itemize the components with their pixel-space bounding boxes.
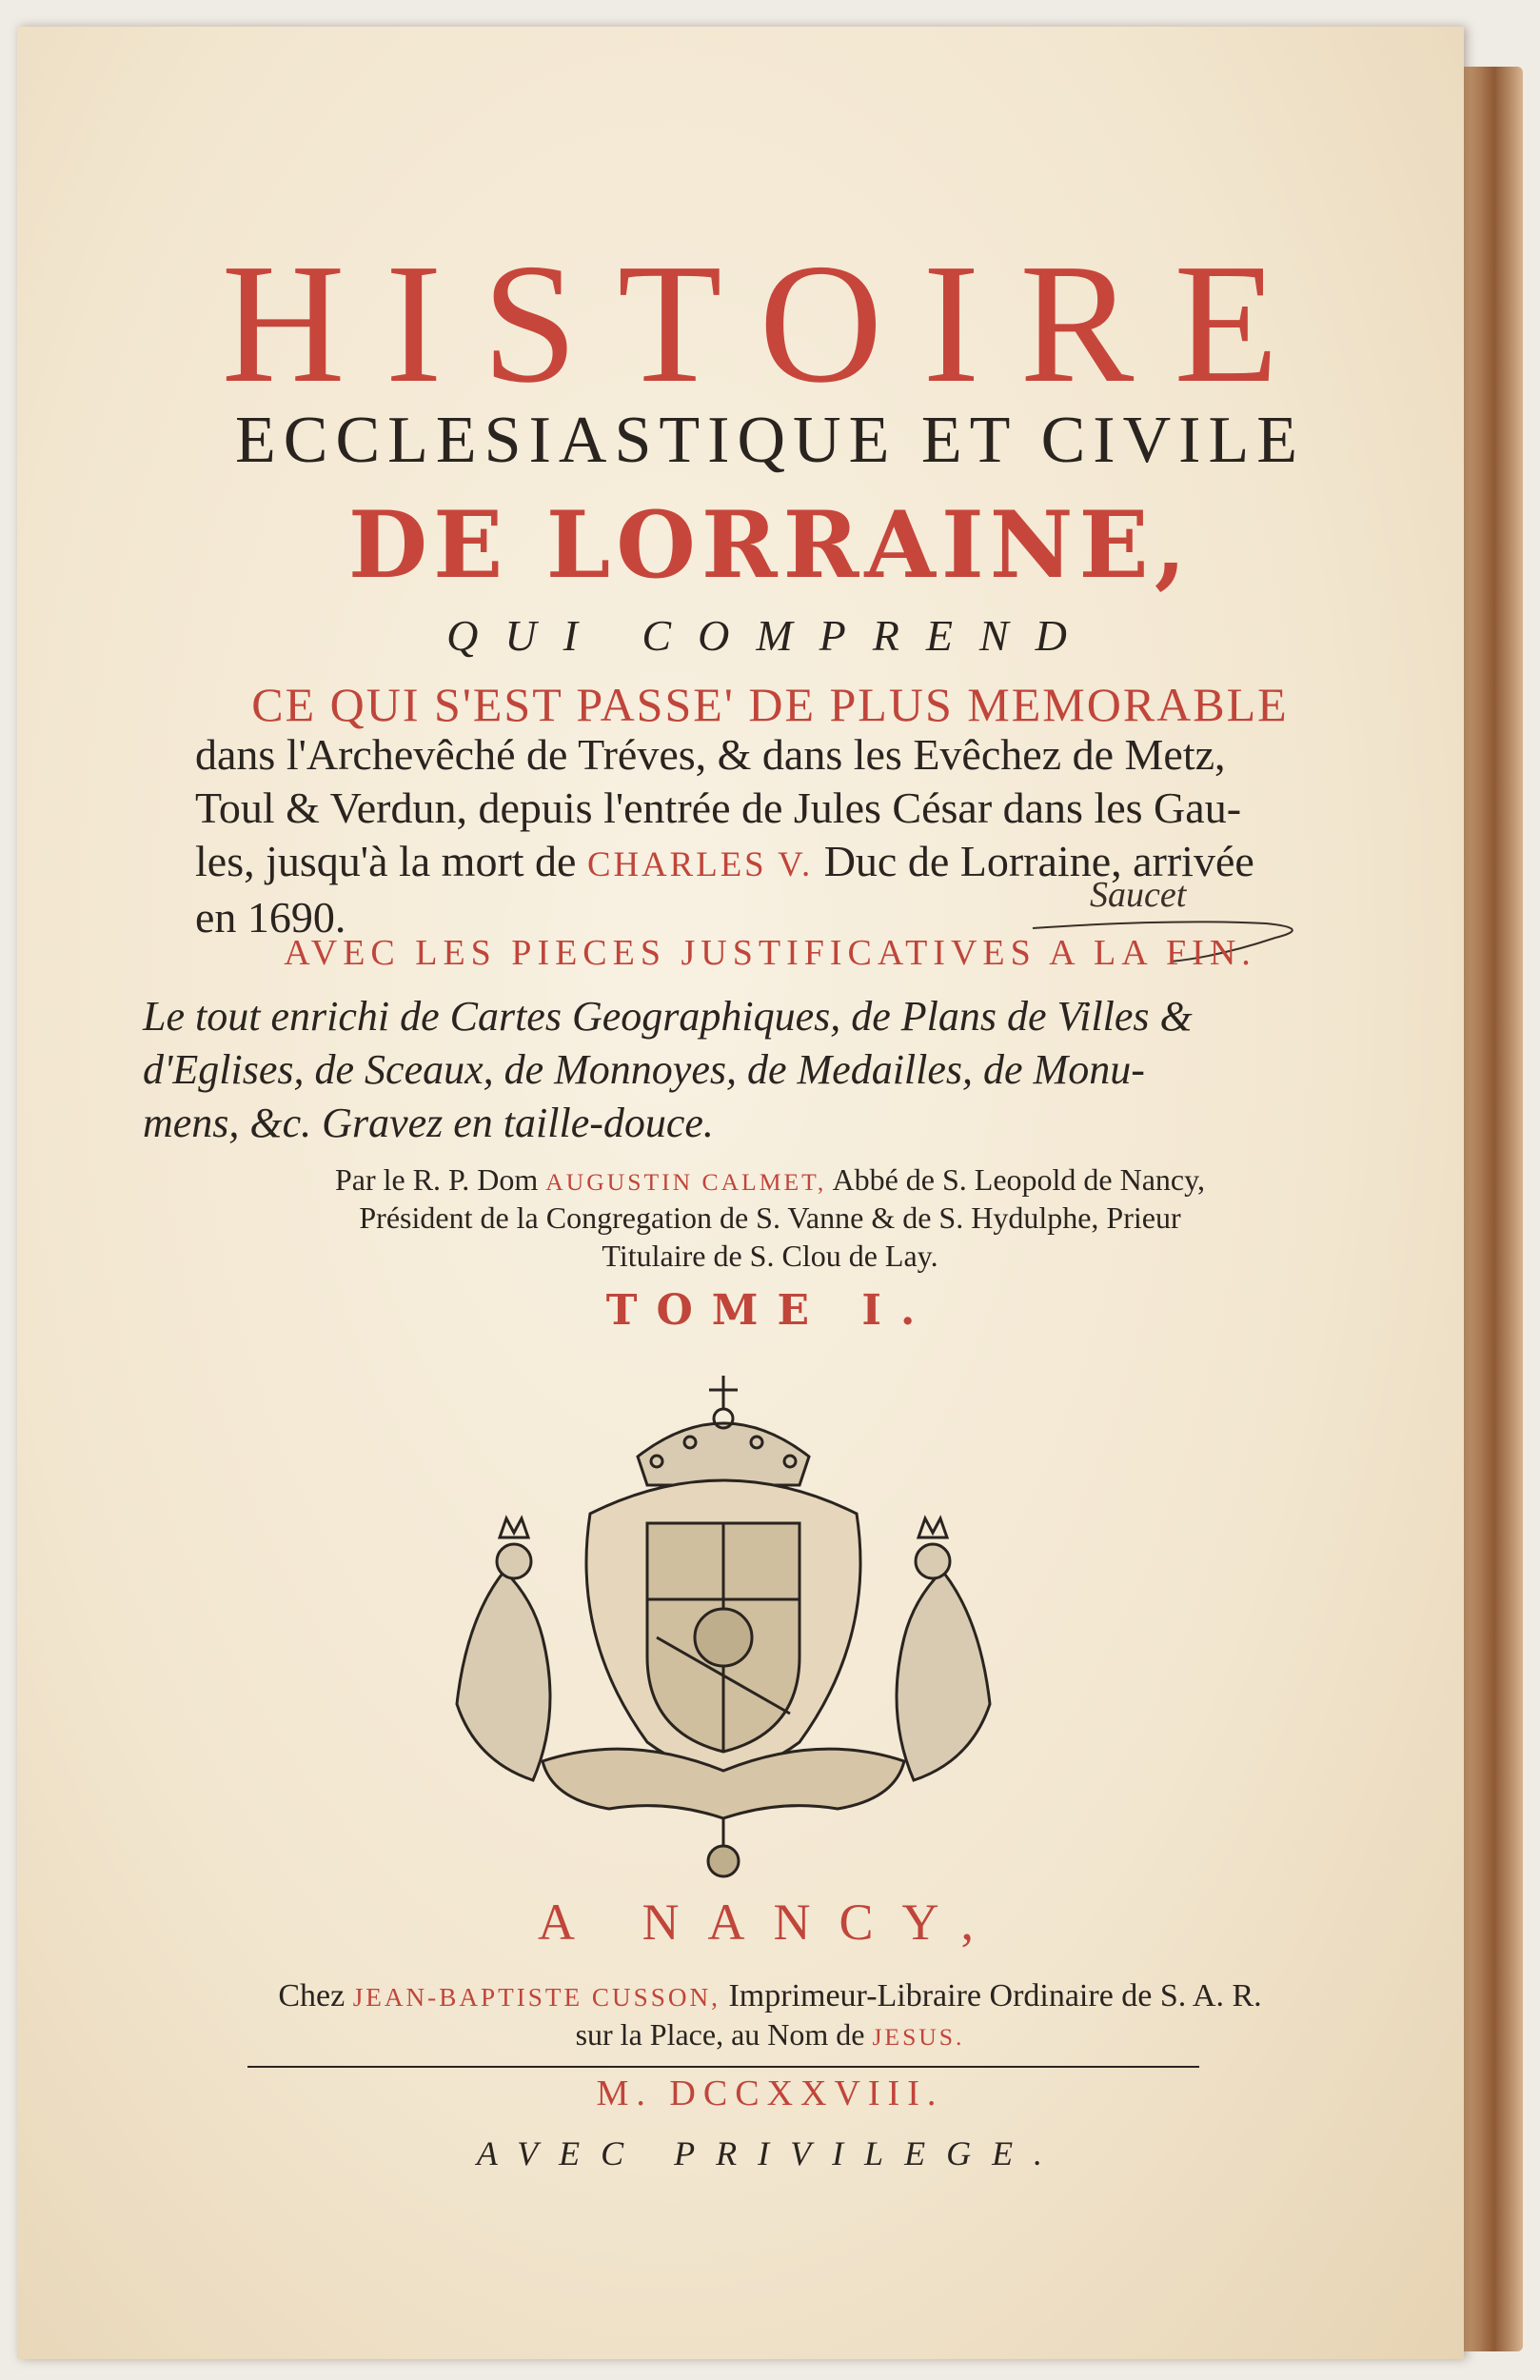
qui-comprend: QUI COMPREND (446, 611, 1094, 660)
publication-date: M. DCCXXVIII. (596, 2073, 944, 2113)
desc-line-1: dans l'Archevêché de Tréves, & dans les Evêchez de Metz, (195, 730, 1226, 779)
publisher-line-1 (0, 1978, 1540, 2015)
publisher-jesus: JESUS. (872, 2023, 965, 2051)
publisher-place: sur la Place, au Nom de (575, 2017, 865, 2052)
publisher-name: JEAN-BAPTISTE CUSSON, (352, 1983, 721, 2012)
publisher-line-2 (0, 2016, 1540, 2055)
coat-of-arms-engraving (400, 1352, 1047, 1885)
publisher-prefix: Chez (278, 1978, 346, 2013)
desc-line-4: en 1690. (195, 893, 346, 942)
handwritten-signature: Saucet (1090, 875, 1187, 915)
subtitle-de-lorraine: DE LORRAINE, (347, 491, 1193, 599)
charles-v-name: CHARLES V. (586, 844, 814, 883)
desc-line-3-start: les, jusqu'à la mort de (195, 837, 577, 885)
enrichi-line-3: mens, &c. Gravez en taille-douce. (143, 1100, 714, 1146)
desc-line-3-end: Duc de Lorraine, arrivée (823, 837, 1254, 885)
author-prefix: Par le R. P. Dom (334, 1162, 539, 1197)
subtitle-ecclesiastique: ECCLESIASTIQUE ET CIVILE (235, 404, 1305, 477)
enrichi-line-2: d'Eglises, de Sceaux, de Monnoyes, de Medailles, de Monu- (143, 1046, 1145, 1093)
author-line-3: Titulaire de S. Clou de Lay. (602, 1239, 938, 1273)
place-a-nancy: A NANCY, (537, 1894, 1003, 1951)
tome-label: TOME I. (605, 1286, 935, 1335)
avec-pieces-line: AVEC LES PIECES JUSTIFICATIVES A LA FIN. (284, 933, 1256, 973)
ce-qui-heading: CE QUI S'EST PASSE' DE PLUS MEMORABLE (251, 678, 1289, 731)
author-line-1 (0, 1161, 1540, 1200)
enrichi-line-1: Le tout enrichi de Cartes Geographiques, de Plans de Villes & (143, 993, 1193, 1040)
author-abbe: Abbé de S. Leopold de Nancy, (832, 1162, 1206, 1197)
desc-line-2: Toul & Verdun, depuis l'entrée de Jules César dans les Gau- (195, 783, 1242, 832)
author-line-2: Président de la Congregation de S. Vanne & de S. Hydulphe, Prieur (359, 1200, 1181, 1235)
author-name: AUGUSTIN CALMET, (545, 1168, 827, 1196)
avec-privilege: AVEC PRIVILEGE. (476, 2134, 1064, 2172)
title-histoire: HISTOIRE (221, 228, 1319, 418)
enrichi-paragraph (143, 990, 1304, 1150)
publisher-rest: Imprimeur-Libraire Ordinaire de S. A. R. (728, 1978, 1262, 2013)
horizontal-rule (247, 2066, 1199, 2068)
